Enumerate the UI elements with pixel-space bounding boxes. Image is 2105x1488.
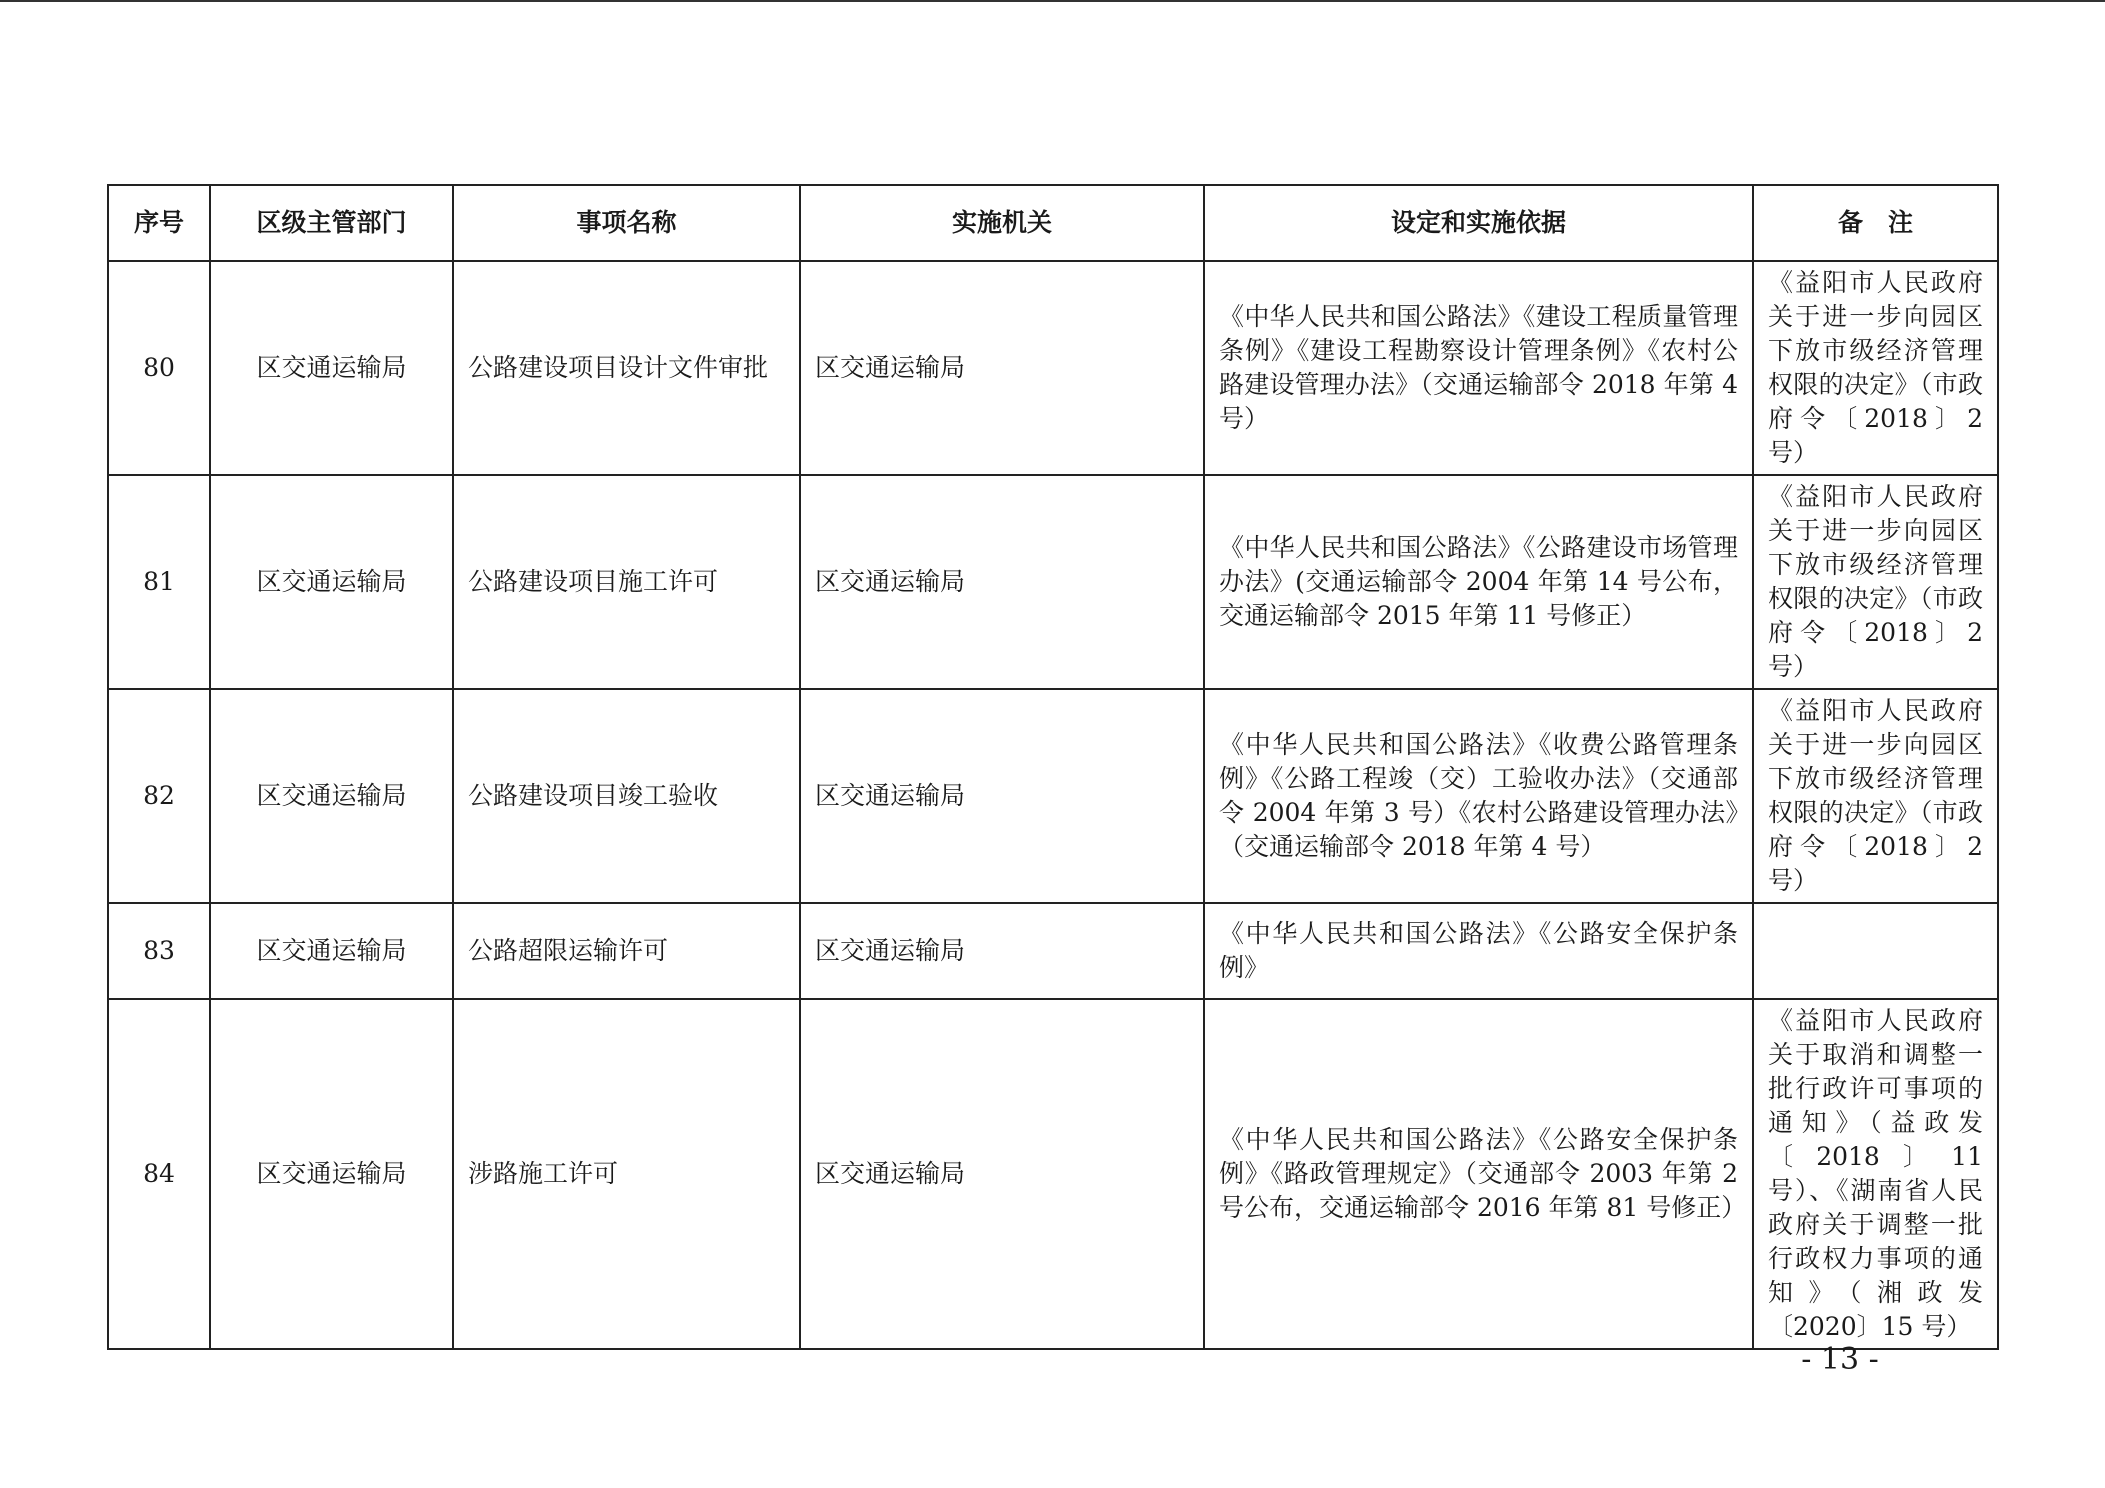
table-header-row [108,185,1998,261]
cell-basis: 《中华人民共和国公路法》《公路建设市场管理办法》(交通运输部令 2004 年第 14 号公布，交通运输部令 2015 年第 11 号修正） [1204,475,1753,689]
cell-dept: 区交通运输局 [210,689,453,903]
cell-item: 公路建设项目设计文件审批 [453,261,800,475]
cell-remark: 《益阳市人民政府关于取消和调整一批行政许可事项的通知》（益政发〔2018〕11 号）、《湖南省人民政府关于调整一批行政权力事项的通知》（湘政发〔2020〕15 号） [1753,999,1998,1349]
cell-seq: 81 [108,475,210,689]
header-dept: 区级主管部门 [210,185,453,261]
table-row [108,475,1998,689]
cell-seq: 84 [108,999,210,1349]
page-number: - 13 - [1801,1342,1879,1377]
cell-dept: 区交通运输局 [210,261,453,475]
cell-basis: 《中华人民共和国公路法》《收费公路管理条例》《公路工程竣（交）工验收办法》（交通部令 2004 年第 3 号）《农村公路建设管理办法》（交通运输部令 2018 年第 4 号） [1204,689,1753,903]
cell-remark: 《益阳市人民政府关于进一步向园区下放市级经济管理权限的决定》（市政府令〔2018〕2 号） [1753,475,1998,689]
cell-remark [1753,903,1998,999]
header-seq: 序号 [108,185,210,261]
cell-item: 涉路施工许可 [453,999,800,1349]
cell-agency: 区交通运输局 [800,999,1204,1349]
cell-basis: 《中华人民共和国公路法》《公路安全保护条例》《路政管理规定》（交通部令 2003 年第 2 号公布，交通运输部令 2016 年第 81 号修正） [1204,999,1753,1349]
table-row [108,999,1998,1349]
items-table [107,184,1999,1350]
cell-dept: 区交通运输局 [210,903,453,999]
top-rule [0,0,2105,2]
table-row [108,903,1998,999]
cell-basis: 《中华人民共和国公路法》《建设工程质量管理条例》《建设工程勘察设计管理条例》《农村公路建设管理办法》（交通运输部令 2018 年第 4 号） [1204,261,1753,475]
cell-agency: 区交通运输局 [800,261,1204,475]
header-basis: 设定和实施依据 [1204,185,1753,261]
header-agency: 实施机关 [800,185,1204,261]
cell-dept: 区交通运输局 [210,999,453,1349]
header-remark: 备 注 [1753,185,1998,261]
cell-item: 公路超限运输许可 [453,903,800,999]
header-item: 事项名称 [453,185,800,261]
table-row [108,689,1998,903]
cell-agency: 区交通运输局 [800,689,1204,903]
cell-agency: 区交通运输局 [800,475,1204,689]
cell-item: 公路建设项目施工许可 [453,475,800,689]
cell-item: 公路建设项目竣工验收 [453,689,800,903]
cell-basis: 《中华人民共和国公路法》《公路安全保护条例》 [1204,903,1753,999]
table-row [108,261,1998,475]
cell-seq: 82 [108,689,210,903]
cell-seq: 83 [108,903,210,999]
cell-seq: 80 [108,261,210,475]
cell-remark: 《益阳市人民政府关于进一步向园区下放市级经济管理权限的决定》（市政府令〔2018〕2 号） [1753,689,1998,903]
cell-agency: 区交通运输局 [800,903,1204,999]
cell-dept: 区交通运输局 [210,475,453,689]
cell-remark: 《益阳市人民政府关于进一步向园区下放市级经济管理权限的决定》（市政府令〔2018〕2 号） [1753,261,1998,475]
